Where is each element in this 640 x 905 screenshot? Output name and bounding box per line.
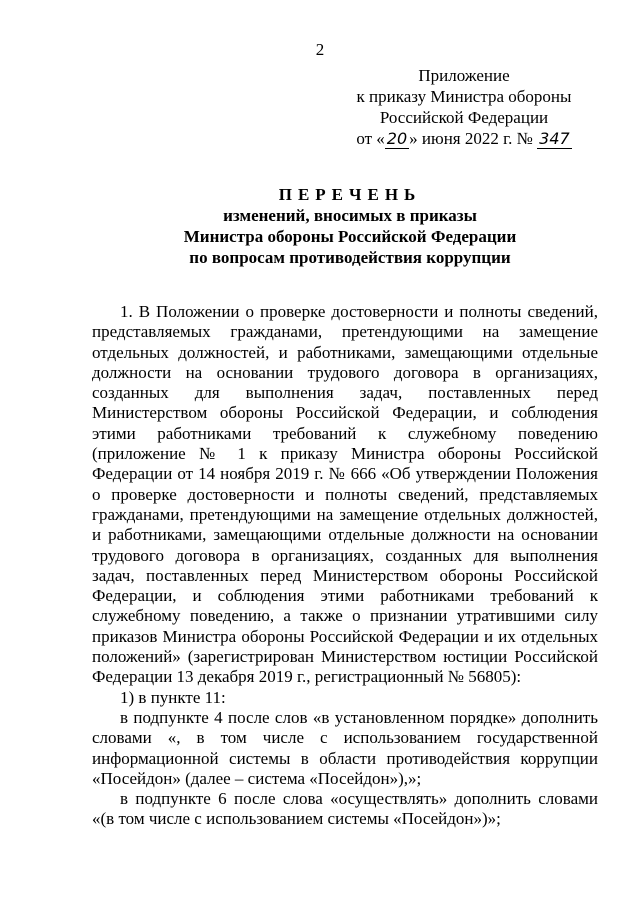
handwritten-number: 347 xyxy=(539,129,570,148)
heading-line1: изменений, вносимых в приказы xyxy=(223,206,477,225)
paragraph-1: 1. В Положении о проверке достоверности и полноты сведений, представляемых гражданами, претендующими на замещение отдельных должностей, и работниками, замещающими отдельные должности на основании трудового договора в организациях, созданных для выполнения задач, поставленных перед Министерством обороны Российской Федерации, и соблюдения этими работниками требований к служебному поведению (приложение № 1 к приказу Министра обороны Российской Федерации от 14 ноября 2019 г. № 666 «Об утверждении Положения о проверке достоверности и полноты сведений, представляемых гражданами, претендующими на замещение отдельных должностей, и работниками, замещающими отдельные должности на основании трудового договора в организациях, созданных для выполнения задач, поставленных перед Министерством обороны Российской Федерации, и соблюдения этими работниками требований к служебному поведению, а также о признании утратившими силу приказов Министра обороны Российской Федерации и их отдельных положений» (зарегистрирован Министерством юстиции Российской Федерации 13 декабря 2019 г., регистрационный № 56805): xyxy=(92,302,598,687)
paragraph-3: в подпункте 4 после слов «в установленном порядке» дополнить словами «, в том числе с использованием государственной информационной системы в области противодействия коррупции «Посейдон» (далее – система «Посейдон»),»; xyxy=(92,707,598,788)
appendix-line1: Приложение xyxy=(418,66,510,85)
paragraph-4: в подпункте 6 после слова «осуществлять» дополнить словами «(в том числе с использованием системы «Посейдон»)»; xyxy=(92,789,598,829)
document-body xyxy=(92,302,598,830)
document-heading xyxy=(90,184,610,268)
appendix-line2: к приказу Министра обороны xyxy=(356,87,572,106)
heading-line2: Министра обороны Российской Федерации xyxy=(183,227,517,246)
handwritten-day: 20 xyxy=(386,129,408,148)
date-mid: » июня 2022 г. № xyxy=(409,129,533,148)
appendix-date-line xyxy=(334,128,594,149)
page-number: 2 xyxy=(315,40,325,59)
heading-line3: по вопросам противодействия коррупции xyxy=(189,248,511,267)
date-prefix: от « xyxy=(356,129,385,148)
appendix-line3: Российской Федерации xyxy=(379,108,549,127)
heading-title: ПЕРЕЧЕНЬ xyxy=(278,185,422,204)
paragraph-2: 1) в пункте 11: xyxy=(120,687,226,707)
appendix-block xyxy=(334,65,594,149)
